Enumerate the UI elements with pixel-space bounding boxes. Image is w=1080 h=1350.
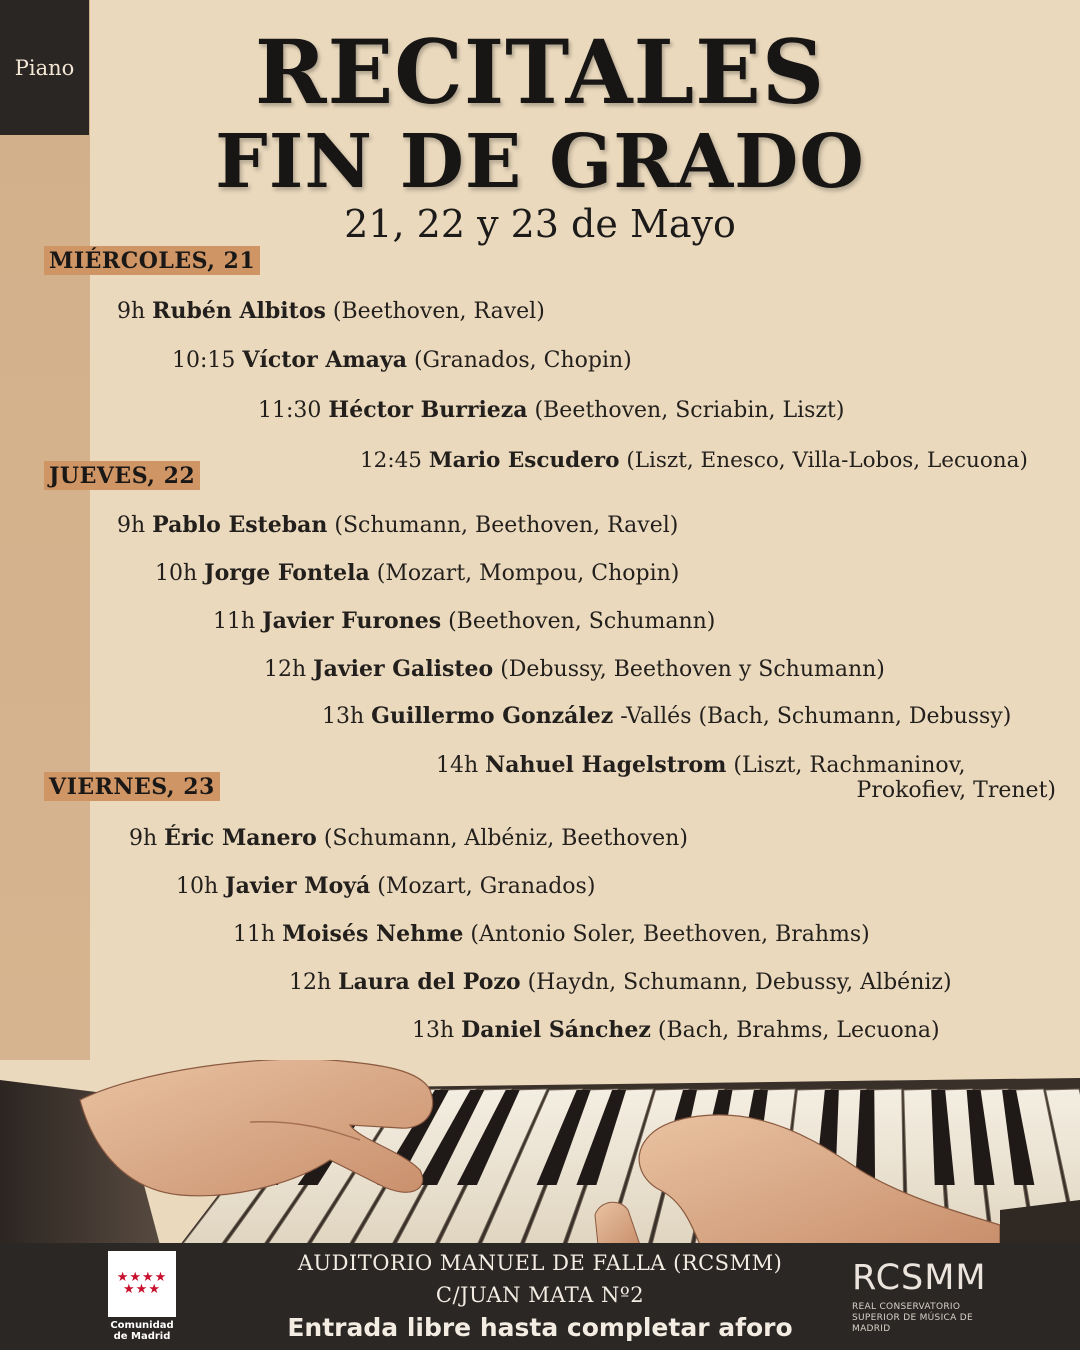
performer-name: Pablo Esteban [152, 512, 328, 538]
recital-entry [258, 397, 844, 423]
performer-name: Éric Manero [164, 825, 317, 851]
recital-program: (Haydn, Schumann, Debussy, Albéniz) [527, 970, 952, 995]
recital-program: (Schumann, Beethoven, Ravel) [334, 513, 679, 538]
recital-entry [129, 825, 688, 851]
day-label-friday: VIERNES, 23 [44, 772, 220, 801]
recital-program: -Vallés (Bach, Schumann, Debussy) [620, 704, 1012, 729]
recital-entry [213, 608, 715, 634]
recital-program: (Mozart, Mompou, Chopin) [376, 561, 680, 586]
recital-program: (Debussy, Beethoven y Schumann) [500, 657, 885, 682]
recital-entry [289, 969, 952, 995]
performer-name: Héctor Burrieza [328, 397, 528, 423]
rcsmm-full-name [852, 1302, 1012, 1335]
recital-time: 9h [117, 513, 146, 538]
event-dates: 21, 22 y 23 de Mayo [344, 202, 736, 246]
performer-name: Nahuel Hagelstrom [485, 752, 727, 778]
left-decorative-stripe [0, 0, 90, 1080]
cm-logo-text: Comunidad de Madrid [110, 1320, 174, 1342]
recital-program: (Beethoven, Schumann) [448, 609, 716, 634]
rcsmm-full-line2: SUPERIOR DE MÚSICA DE MADRID [852, 1313, 973, 1334]
star-flag-icon: ★★★★ ★★★ [108, 1251, 176, 1317]
recital-program: (Bach, Brahms, Lecuona) [657, 1018, 940, 1043]
recital-entry [322, 703, 1011, 729]
rcsmm-abbr: RCSMM [852, 1258, 987, 1298]
performer-name: Jorge Fontela [204, 560, 370, 586]
piano-keys-and-hands-image [0, 1060, 1080, 1245]
recital-entry [117, 298, 545, 324]
performer-name: Javier Furones [262, 608, 442, 634]
rcsmm-logo [852, 1258, 1012, 1335]
recital-entry [360, 448, 1028, 473]
recital-program: (Liszt, Rachmaninov, [733, 753, 966, 778]
recital-time: 13h [322, 704, 365, 729]
recital-entry [412, 1017, 940, 1043]
recital-program: (Schumann, Albéniz, Beethoven) [323, 826, 688, 851]
recital-entry [172, 347, 632, 373]
rcsmm-full-line1: REAL CONSERVATORIO [852, 1302, 961, 1312]
performer-name: Laura del Pozo [338, 969, 521, 995]
recital-time: 12h [264, 657, 307, 682]
recital-program: (Mozart, Granados) [377, 874, 596, 899]
recital-entry [436, 752, 1056, 803]
instrument-label: Piano [14, 55, 75, 80]
recital-time: 11:30 [258, 398, 322, 423]
footer-bar [0, 1243, 1080, 1350]
recital-program: (Liszt, Enesco, Villa-Lobos, Lecuona) [626, 448, 1028, 473]
recital-time: 10:15 [172, 348, 236, 373]
recital-entry [155, 560, 679, 586]
recital-program-continued: Prokofiev, Trenet) [856, 778, 1056, 803]
recital-entry [264, 656, 885, 682]
recital-program: (Antonio Soler, Beethoven, Brahms) [470, 922, 870, 947]
recital-time: 9h [117, 299, 146, 324]
recital-program: (Beethoven, Ravel) [332, 299, 545, 324]
recital-program: (Granados, Chopin) [413, 348, 632, 373]
performer-name: Víctor Amaya [242, 347, 407, 373]
title-line-1: RECITALES [254, 20, 826, 124]
recital-time: 9h [129, 826, 158, 851]
title-line-2: FIN DE GRADO [215, 119, 865, 205]
recital-time: 10h [155, 561, 198, 586]
venue-name: AUDITORIO MANUEL DE FALLA (RCSMM) [297, 1251, 783, 1275]
recital-time: 12:45 [360, 448, 422, 473]
piano-illustration [0, 1060, 1080, 1245]
recital-program: (Beethoven, Scriabin, Liszt) [534, 398, 845, 423]
performer-name: Javier Moyá [225, 873, 371, 899]
performer-name: Guillermo González [371, 703, 614, 729]
recital-time: 14h [436, 753, 479, 778]
day-label-thursday: JUEVES, 22 [44, 461, 200, 490]
performer-name: Rubén Albitos [152, 298, 326, 324]
recital-time: 12h [289, 970, 332, 995]
day-label-wednesday: MIÉRCOLES, 21 [44, 246, 260, 275]
recital-entry [233, 921, 870, 947]
recital-time: 13h [412, 1018, 455, 1043]
recital-time: 11h [213, 609, 256, 634]
performer-name: Daniel Sánchez [461, 1017, 651, 1043]
venue-address: C/JUAN MATA Nº2 [435, 1283, 645, 1307]
comunidad-de-madrid-logo [108, 1251, 176, 1343]
recital-entry [176, 873, 595, 899]
instrument-tab [0, 0, 89, 135]
performer-name: Moisés Nehme [282, 921, 464, 947]
recital-time: 11h [233, 922, 276, 947]
performer-name: Mario Escudero [428, 448, 620, 473]
performer-name: Javier Galisteo [313, 656, 494, 682]
entry-note: Entrada libre hasta completar aforo [287, 1313, 793, 1342]
recital-entry [117, 512, 678, 538]
recital-time: 10h [176, 874, 219, 899]
